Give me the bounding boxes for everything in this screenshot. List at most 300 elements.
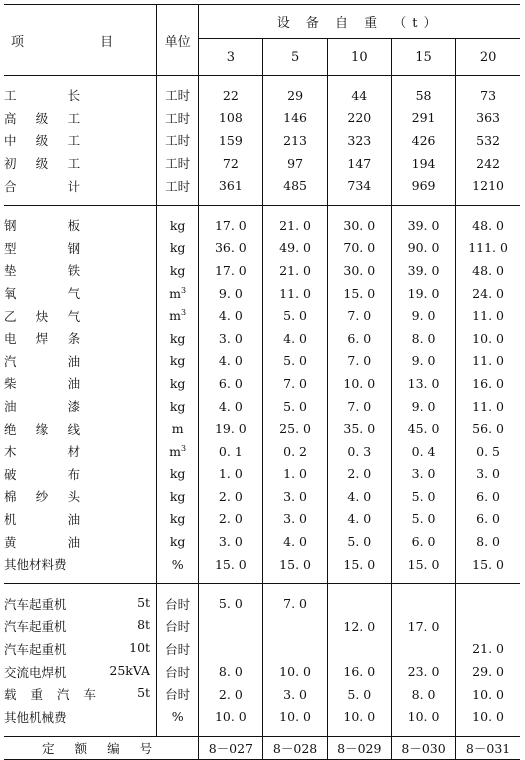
value-cell: 22	[199, 84, 263, 107]
quota-code-3: 8－030	[391, 737, 455, 760]
materials-row	[4, 485, 520, 508]
materials-row	[4, 214, 520, 237]
value-cell: 16. 0	[327, 660, 391, 683]
header-unit: 单位	[157, 5, 199, 76]
value-cell: 44	[327, 84, 391, 107]
row-unit	[157, 463, 199, 486]
value-cell: 36. 0	[199, 237, 263, 260]
row-label-part: 其他材料费	[4, 557, 67, 573]
value-cell: 6. 0	[476, 511, 501, 527]
value-cell: 8. 0	[391, 683, 455, 706]
row-unit	[157, 705, 199, 728]
unit-text: 工时	[165, 178, 191, 194]
row-label-part: 汽	[4, 353, 17, 369]
value-cell: 9. 0	[391, 350, 455, 373]
materials-row	[4, 417, 520, 440]
row-label-part: 钢	[4, 218, 17, 234]
row-label-part: 乙	[4, 308, 17, 324]
value-cell	[327, 592, 391, 615]
row-spec: 5t	[137, 685, 151, 701]
value-cell: 9. 0	[391, 395, 455, 418]
value-cell: 39. 0	[391, 259, 455, 282]
value-cell: 10. 0	[327, 705, 391, 728]
value-cell: 0. 5	[476, 443, 501, 459]
row-label-part: 重	[30, 687, 43, 703]
row-spec: 10t	[129, 639, 151, 655]
row-label	[4, 530, 157, 553]
value-cell: 2. 0	[199, 508, 263, 531]
value-cell: 6. 0	[199, 372, 263, 395]
value-cell: 4. 0	[199, 395, 263, 418]
value-cell: 58	[391, 84, 455, 107]
machinery-row	[4, 683, 520, 706]
row-label-part: 气	[67, 308, 81, 324]
row-label	[4, 129, 157, 152]
row-label-part: 载	[4, 687, 17, 703]
value-cell: 70. 0	[327, 237, 391, 260]
row-label-part: 电	[4, 331, 17, 347]
value-cell: 5. 0	[263, 350, 327, 373]
unit-text: 工时	[165, 110, 191, 126]
quota-code-row	[4, 737, 520, 760]
row-label-part: 油	[67, 376, 81, 392]
value-cell: 220	[327, 107, 391, 130]
materials-row	[4, 282, 520, 305]
value-cell: 7. 0	[327, 350, 391, 373]
value-cell: 30. 0	[327, 259, 391, 282]
row-label-part: 计	[67, 178, 81, 194]
row-label-part: 其他机械费	[4, 709, 67, 725]
row-unit	[157, 237, 199, 260]
row-unit	[157, 372, 199, 395]
value-cell: 4. 0	[327, 508, 391, 531]
row-label-part: 汽车起重机	[4, 619, 67, 635]
value-cell: 6. 0	[476, 488, 501, 504]
row-label-part: 板	[67, 218, 81, 234]
quota-code-label: 定 额 编 号	[4, 737, 199, 760]
unit-text: 工时	[165, 88, 191, 104]
quota-code-0: 8－027	[199, 737, 263, 760]
value-cell: 361	[199, 174, 263, 197]
row-label-part: 级	[35, 133, 49, 149]
row-unit	[157, 350, 199, 373]
row-label-part: 垫	[4, 263, 17, 279]
value-cell: 11. 0	[472, 308, 504, 324]
unit-text: 工时	[165, 133, 191, 149]
row-unit	[157, 84, 199, 107]
header-tonnage-3: 15	[391, 39, 455, 76]
section-gap	[4, 728, 520, 737]
value-cell: 242	[476, 155, 501, 171]
unit-text: kg	[169, 353, 186, 369]
value-cell: 3. 0	[391, 463, 455, 486]
row-label-part: 高	[4, 110, 17, 126]
row-label-part: 钢	[67, 240, 81, 256]
row-spec: 5t	[137, 594, 151, 610]
row-unit	[157, 417, 199, 440]
value-cell: 7. 0	[263, 592, 327, 615]
row-unit	[157, 259, 199, 282]
row-label-part: 油	[67, 511, 81, 527]
row-unit	[157, 174, 199, 197]
value-cell: 39. 0	[391, 214, 455, 237]
value-cell: 15. 0	[472, 556, 504, 572]
value-cell: 19. 0	[199, 417, 263, 440]
value-cell	[456, 592, 520, 615]
row-label	[4, 638, 157, 661]
machinery-row	[4, 592, 520, 615]
unit-text: 工时	[165, 156, 191, 172]
value-cell: 1210	[472, 178, 504, 194]
header-item: 项 目	[4, 5, 157, 76]
value-cell: 7. 0	[327, 304, 391, 327]
value-cell: 21. 0	[263, 259, 327, 282]
value-cell: 3. 0	[199, 327, 263, 350]
value-cell: 6. 0	[391, 530, 455, 553]
quota-code-2: 8－029	[327, 737, 391, 760]
value-cell: 8. 0	[476, 534, 501, 550]
section-gap	[4, 197, 520, 206]
table-header	[4, 5, 520, 76]
row-label-part: 机	[4, 511, 17, 527]
value-cell: 5. 0	[327, 530, 391, 553]
value-cell: 363	[476, 110, 501, 126]
row-label	[4, 615, 157, 638]
value-cell	[263, 638, 327, 661]
labor-row	[4, 107, 520, 130]
row-spec: 25kVA	[109, 662, 151, 678]
value-cell: 5. 0	[263, 395, 327, 418]
row-label-part: 柴	[4, 376, 17, 392]
row-unit	[157, 129, 199, 152]
unit-text: kg	[169, 511, 186, 527]
value-cell: 426	[391, 129, 455, 152]
row-label-part: 车	[83, 687, 96, 703]
row-label-part: 型	[4, 240, 17, 256]
value-cell: 97	[263, 152, 327, 175]
value-cell	[263, 615, 327, 638]
value-cell: 10. 0	[472, 709, 504, 725]
row-label-part: 破	[4, 466, 17, 482]
row-label-part: 交流电焊机	[4, 664, 67, 680]
unit-text: m	[169, 443, 182, 459]
row-unit	[157, 304, 199, 327]
section-gap	[4, 575, 520, 584]
value-cell: 4. 0	[263, 530, 327, 553]
quota-table	[4, 4, 520, 760]
value-cell: 3. 0	[263, 683, 327, 706]
row-label	[4, 553, 157, 576]
row-label-part: 材	[67, 444, 81, 460]
value-cell: 5. 0	[391, 485, 455, 508]
value-cell: 291	[391, 107, 455, 130]
value-cell: 29. 0	[472, 664, 504, 680]
value-cell	[327, 638, 391, 661]
value-cell: 10. 0	[263, 660, 327, 683]
value-cell	[391, 638, 455, 661]
row-label-part: 油	[4, 399, 17, 415]
value-cell: 7. 0	[327, 395, 391, 418]
row-unit	[157, 327, 199, 350]
value-cell: 17. 0	[199, 214, 263, 237]
row-label	[4, 705, 157, 728]
value-cell: 15. 0	[327, 282, 391, 305]
unit-text: %	[171, 709, 184, 725]
unit-text: kg	[169, 330, 186, 346]
header-weight-group: 设 备 自 重 （t）	[199, 5, 520, 39]
table-footer	[4, 737, 520, 760]
row-label-part: 油	[67, 353, 81, 369]
row-label-part: 纱	[35, 489, 49, 505]
row-unit	[157, 485, 199, 508]
row-label	[4, 152, 157, 175]
row-unit	[157, 615, 199, 638]
unit-text: m	[169, 285, 182, 301]
value-cell: 35. 0	[327, 417, 391, 440]
value-cell: 10. 0	[472, 330, 504, 346]
value-cell: 11. 0	[472, 353, 504, 369]
header-tonnage-4: 20	[456, 39, 520, 76]
row-unit	[157, 660, 199, 683]
materials-row	[4, 395, 520, 418]
row-label	[4, 214, 157, 237]
row-unit	[157, 530, 199, 553]
value-cell: 5. 0	[327, 683, 391, 706]
row-unit	[157, 440, 199, 463]
value-cell: 10. 0	[199, 705, 263, 728]
row-label-part: 木	[4, 444, 17, 460]
materials-row	[4, 372, 520, 395]
unit-text: %	[171, 556, 184, 572]
value-cell: 11. 0	[472, 398, 504, 414]
materials-row	[4, 440, 520, 463]
row-label-part: 缘	[35, 421, 49, 437]
header-tonnage-2: 10	[327, 39, 391, 76]
value-cell: 15. 0	[327, 553, 391, 576]
unit-text: kg	[169, 488, 186, 504]
row-label-part: 油	[67, 534, 81, 550]
row-unit	[157, 395, 199, 418]
row-label	[4, 463, 157, 486]
materials-row	[4, 553, 520, 576]
unit-text: 台时	[165, 687, 191, 703]
row-label-part: 棉	[4, 489, 17, 505]
row-label-part: 级	[35, 156, 49, 172]
unit-text: kg	[169, 534, 186, 550]
quota-code-1: 8－028	[263, 737, 327, 760]
value-cell: 4. 0	[263, 327, 327, 350]
value-cell: 72	[199, 152, 263, 175]
row-spec: 8t	[137, 617, 151, 633]
value-cell	[456, 615, 520, 638]
value-cell: 49. 0	[263, 237, 327, 260]
row-label-part: 气	[67, 286, 81, 302]
row-label	[4, 592, 157, 615]
section-gap	[4, 76, 520, 85]
row-label	[4, 508, 157, 531]
value-cell: 146	[263, 107, 327, 130]
labor-row	[4, 152, 520, 175]
value-cell: 19. 0	[391, 282, 455, 305]
machinery-row	[4, 660, 520, 683]
row-unit	[157, 282, 199, 305]
value-cell: 29	[263, 84, 327, 107]
table-body	[4, 76, 520, 737]
value-cell: 12. 0	[327, 615, 391, 638]
row-label-part: 初	[4, 156, 17, 172]
section-gap	[4, 584, 520, 593]
value-cell: 56. 0	[472, 421, 504, 437]
value-cell: 10. 0	[263, 705, 327, 728]
row-label-part: 绝	[4, 421, 17, 437]
value-cell: 15. 0	[391, 553, 455, 576]
row-label-part: 汽车起重机	[4, 641, 67, 657]
value-cell	[199, 638, 263, 661]
row-label-part: 炔	[35, 308, 49, 324]
unit-text: m	[171, 421, 184, 437]
value-cell: 532	[476, 132, 501, 148]
header-tonnage-1: 5	[263, 39, 327, 76]
unit-text: 台时	[165, 664, 191, 680]
value-cell: 21. 0	[263, 214, 327, 237]
row-unit	[157, 107, 199, 130]
unit-text: kg	[169, 262, 186, 278]
value-cell: 3. 0	[263, 508, 327, 531]
row-unit	[157, 592, 199, 615]
row-label	[4, 485, 157, 508]
unit-text: kg	[169, 240, 186, 256]
unit-superscript: 3	[181, 308, 187, 318]
value-cell: 17. 0	[391, 615, 455, 638]
labor-row	[4, 174, 520, 197]
header-tonnage-0: 3	[199, 39, 263, 76]
value-cell: 485	[263, 174, 327, 197]
row-label	[4, 84, 157, 107]
value-cell: 21. 0	[472, 641, 504, 657]
materials-row	[4, 237, 520, 260]
value-cell: 9. 0	[199, 282, 263, 305]
row-label-part: 氧	[4, 286, 17, 302]
row-label	[4, 372, 157, 395]
unit-superscript: 3	[181, 285, 187, 295]
value-cell: 2. 0	[327, 463, 391, 486]
row-unit	[157, 553, 199, 576]
unit-text: 台时	[165, 641, 191, 657]
unit-text: 台时	[165, 619, 191, 635]
value-cell: 0. 2	[263, 440, 327, 463]
value-cell: 7. 0	[263, 372, 327, 395]
row-label	[4, 395, 157, 418]
value-cell: 17. 0	[199, 259, 263, 282]
value-cell: 23. 0	[391, 660, 455, 683]
value-cell: 10. 0	[391, 705, 455, 728]
row-label	[4, 660, 157, 683]
row-label-part: 黄	[4, 534, 17, 550]
value-cell: 8. 0	[391, 327, 455, 350]
row-label-part: 合	[4, 178, 17, 194]
row-label-part: 工	[67, 156, 81, 172]
materials-row	[4, 304, 520, 327]
value-cell: 45. 0	[391, 417, 455, 440]
row-label	[4, 683, 157, 706]
row-label-part: 工	[4, 88, 17, 104]
row-label	[4, 237, 157, 260]
row-label-part: 工	[67, 133, 81, 149]
materials-row	[4, 530, 520, 553]
row-label-part: 中	[4, 133, 17, 149]
value-cell: 73	[480, 87, 497, 103]
labor-row	[4, 129, 520, 152]
value-cell: 2. 0	[199, 683, 263, 706]
value-cell: 0. 3	[327, 440, 391, 463]
row-label	[4, 327, 157, 350]
value-cell: 4. 0	[327, 485, 391, 508]
unit-text: 台时	[165, 596, 191, 612]
row-label-part: 级	[35, 110, 49, 126]
value-cell: 159	[199, 129, 263, 152]
value-cell: 147	[327, 152, 391, 175]
row-label	[4, 259, 157, 282]
materials-row	[4, 463, 520, 486]
row-label	[4, 174, 157, 197]
value-cell: 734	[327, 174, 391, 197]
row-label-part: 汽	[56, 687, 70, 703]
row-unit	[157, 152, 199, 175]
row-label-part: 焊	[35, 331, 49, 347]
value-cell: 6. 0	[327, 327, 391, 350]
machinery-row	[4, 615, 520, 638]
unit-text: kg	[169, 217, 186, 233]
materials-row	[4, 508, 520, 531]
section-gap	[4, 205, 520, 214]
value-cell: 30. 0	[327, 214, 391, 237]
row-label	[4, 417, 157, 440]
value-cell: 25. 0	[263, 417, 327, 440]
unit-text: m	[169, 308, 182, 324]
value-cell: 3. 0	[263, 485, 327, 508]
machinery-row	[4, 638, 520, 661]
row-label-part: 长	[67, 88, 81, 104]
row-unit	[157, 214, 199, 237]
row-label-part: 汽车起重机	[4, 596, 67, 612]
value-cell: 24. 0	[472, 285, 504, 301]
value-cell: 15. 0	[263, 553, 327, 576]
value-cell: 1. 0	[263, 463, 327, 486]
value-cell: 111. 0	[468, 240, 508, 256]
value-cell	[199, 615, 263, 638]
value-cell: 0. 1	[199, 440, 263, 463]
row-label-part: 线	[67, 421, 81, 437]
row-unit	[157, 683, 199, 706]
value-cell: 194	[391, 152, 455, 175]
unit-superscript: 3	[181, 443, 187, 453]
labor-row	[4, 84, 520, 107]
unit-text: kg	[169, 398, 186, 414]
materials-row	[4, 259, 520, 282]
value-cell: 10. 0	[472, 686, 504, 702]
value-cell: 9. 0	[391, 304, 455, 327]
value-cell: 4. 0	[199, 350, 263, 373]
value-cell: 213	[263, 129, 327, 152]
value-cell: 1. 0	[199, 463, 263, 486]
value-cell: 5. 0	[263, 304, 327, 327]
value-cell: 13. 0	[391, 372, 455, 395]
value-cell: 15. 0	[199, 553, 263, 576]
value-cell: 2. 0	[199, 485, 263, 508]
value-cell: 90. 0	[391, 237, 455, 260]
quota-code-4: 8－031	[465, 741, 511, 757]
value-cell: 5. 0	[391, 508, 455, 531]
